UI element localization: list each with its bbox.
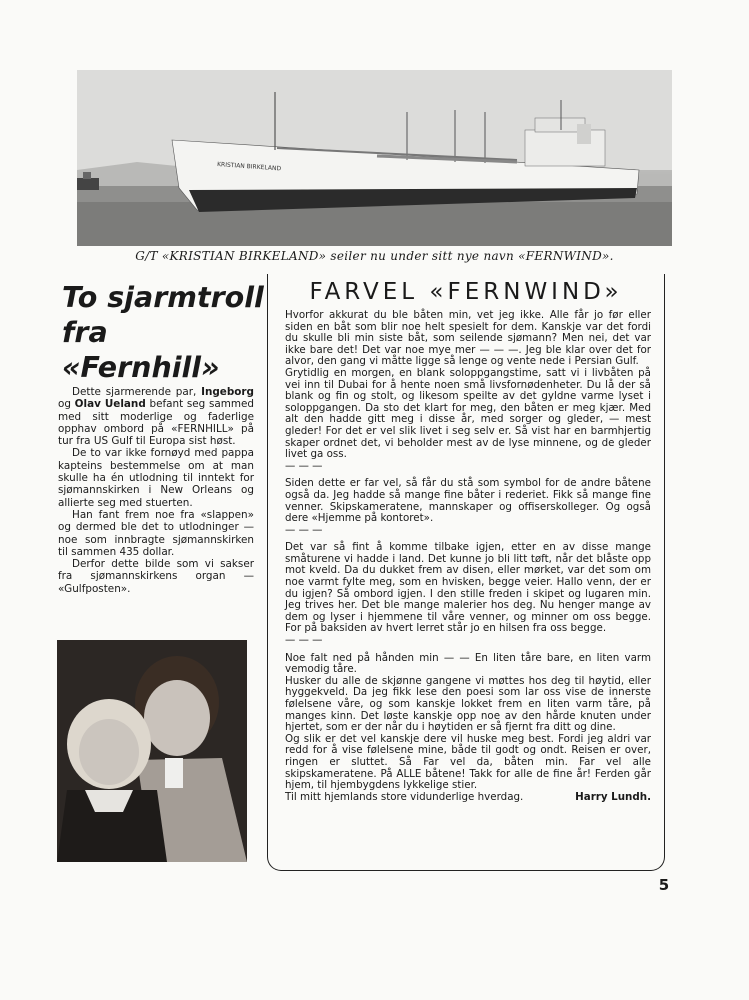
article-title: FARVEL «FERNWIND» [309,279,623,305]
left-paragraph: Derfor dette bilde som vi sakser fra sjømannskirkens organ — «Gulfposten». [58,558,254,595]
left-title-line: «Fernhill» [62,351,220,384]
ship-caption: G/T «KRISTIAN BIRKELAND» seiler nu under sitt nye navn «FERNWIND». [135,249,614,263]
author-signature: Harry Lundh. [575,790,651,803]
section-separator: — — — [285,523,323,536]
left-title-line: To sjarmtroll [62,281,264,314]
left-paragraph: De to var ikke fornøyd med pappa kapteins bestemmelse om at man skulle ha én utlodning til inntekt for sjømannskirken i New Orleans og allierte seg med stuerten. [58,447,254,509]
article-paragraph: Hvorfor akkurat du ble båten min, vet jeg ikke. Alle får jo før eller siden en båt som blir noe helt spesielt for dem. Kanskje var det fordi du skulle bli min siste båt, som seilende sjømann? Men nei, det var ikke bare det! Det var noe mye mer — — —. Jeg ble klar over det for alvor, den gang vi måtte ligge så lenge og vente nede i Persian Gulf. [285,309,651,368]
hull-lettering: KRISTIAN BIRKELAND [216,161,282,173]
article-paragraph: Det var så fint å komme tilbake igjen, etter en av disse mange småturene vi hadde i land. Det kunne jo bli litt tøft, når det blåste opp mot kveld. Da du dukket frem av disen, eller mørket, var det som om noe varmt fylte meg, som en hvisken, begge veier. Hallo venn, der er du igjen? Så ombord igjen. I den stille freden i skipet og lugaren min. Jeg trives her. Det ble mange malerier hos deg. Nu henger mange av dem og lyser i hjemmene til våre venner, og minner om oss begge. For på baksiden av hvert lerret står jo en hilsen fra oss begge. [285,541,651,635]
closing-text: Til mitt hjemlands store vidunderlige hverdag. [285,790,524,803]
article-paragraph: Siden dette er far vel, så får du stå som symbol for de andre båtene også da. Jeg hadde så mange fine båter i rederiet. Fikk så mange fine venner. Skipskameratene, mannskaper og offiserskolleger. Og også dere «Hjemme på kontoret». [285,477,651,525]
closing-line [285,792,651,804]
text-run: befant seg sammed med sitt moderlige og faderlige opphav ombord på «FERNHILL» på tur fra US Gulf til Europa sist høst. [58,398,254,448]
article-paragraph: Grytidlig en morgen, en blank soloppgangstime, satt vi i livbåten på vei inn til Dubai for å hente noen små livsfornødenheter. Du lå der så blank og fin og stolt, og likesom speilte av det gyldne varme lyset i soloppgangen. Da sto det klart for meg, den båten er meg kjær. Med alt den hadde gitt meg i disse år, med sorger og gleder, — mest gleder! For det er vel slik livet i seg selv er. Så vist har en barmhjertig skaper ordnet det, vi beholder mest av de lyse minnene, og de gleder livet ga oss. [285,366,651,461]
article-body [285,310,651,803]
ship-photo [77,70,672,246]
left-article-title [62,280,262,385]
section-separator: — — — [285,634,323,647]
left-paragraph [58,386,254,447]
section-separator: — — — [285,459,323,472]
left-paragraph: Han fant frem noe fra «slappen» og dermed ble det to utlodninger — noe som innbragte sjømannskirken til sammen 435 dollar. [58,508,254,558]
person-name: Olav Ueland [74,398,146,411]
article-paragraph: Noe falt ned på hånden min — — En liten tåre bare, en liten varm vemodig tåre. [285,651,651,676]
article-paragraph: Og slik er det vel kanskje dere vil huske meg best. Fordi jeg aldri var redd for å vise følelsene mine, både til godt og ondt. Reisen er over, ringen er sluttet. Så Far vel da, båten min. Far vel alle skipskameratene. På ALLE båtene! Takk for alle de fine år! Ferden går hjem, til hjembygdens lykkelige stier. [285,732,651,792]
left-article-body [58,386,254,595]
page-number: 5 [658,876,670,894]
article-paragraph: Husker du alle de skjønne gangene vi møttes hos deg til høytid, eller hyggekveld. Da jeg fikk lese den poesi som lar oss vise de innerste følelsene våre, og som kanskje lokket frem en liten varm tåre, på manges kinn. Det løste kanskje opp noe av den hårde knuten under hjertet, som er der når du i høytiden er så fjernt fra ditt og dine. [285,674,651,734]
children-photo [57,640,247,862]
text-run: og [58,398,75,411]
person-name: Ingeborg [201,386,254,398]
left-title-line: fra [62,316,108,349]
text-run: Dette sjarmerende par, [72,386,202,398]
